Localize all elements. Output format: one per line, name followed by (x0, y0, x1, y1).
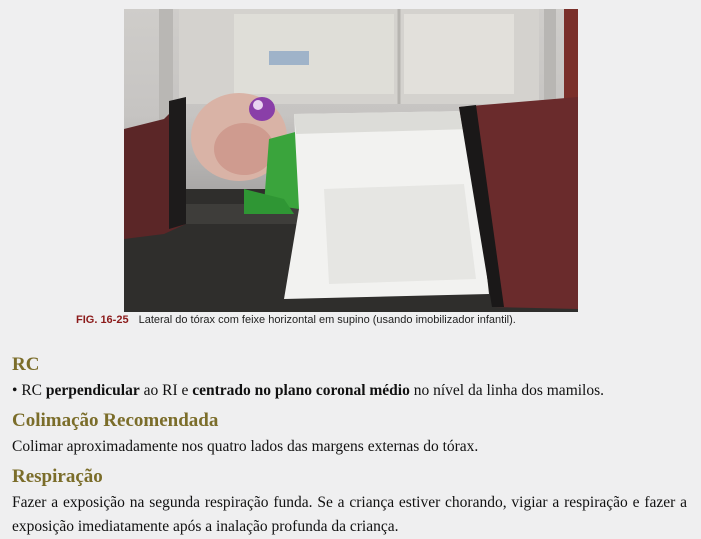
rc-t2: ao RI e (139, 382, 193, 399)
rc-t1: RC (21, 382, 46, 399)
figure-photo (124, 9, 578, 312)
heading-colimacao: Colimação Recomendada (12, 410, 219, 431)
figure-caption (76, 314, 516, 326)
rc-text (12, 379, 687, 403)
rc-b2: centrado no plano coronal médio (192, 382, 410, 399)
infant-immobilizer-illustration (124, 9, 578, 312)
rc-t3: no nível da linha dos mamilos. (409, 382, 605, 399)
respiracao-text: Fazer a exposição na segunda respiração funda. Se a criança estiver chorando, vigiar a respiração e fazer a exposição imediatamente após a inalação profunda da criança. (12, 494, 687, 535)
figure-label: FIG. 16-25 (76, 314, 129, 326)
rc-b1: perpendicular (45, 382, 140, 399)
figure-caption-text: Lateral do tórax com feixe horizontal em supino (usando imobilizador infantil). (138, 314, 516, 326)
heading-respiracao: Respiração (12, 466, 103, 487)
bullet: • (12, 382, 18, 399)
heading-rc: RC (12, 354, 40, 375)
colimacao-text: Colimar aproximadamente nos quatro lados das margens externas do tórax. (12, 438, 479, 455)
